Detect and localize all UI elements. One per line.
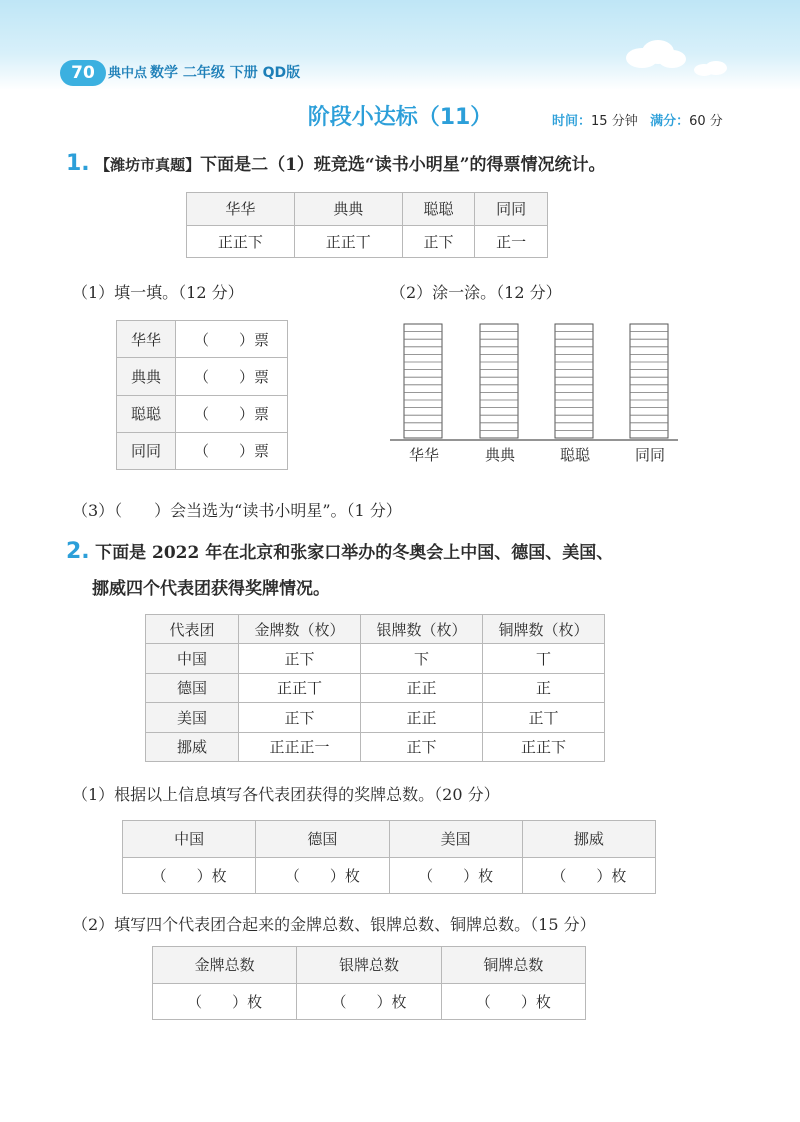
medal-header: 代表团 <box>146 615 239 644</box>
q2-stem-line2: 挪威四个代表团获得奖牌情况。 <box>92 579 330 599</box>
grid-label: 同同 <box>634 446 666 464</box>
time-label: 时间： <box>552 114 592 129</box>
medal-country: 挪威 <box>146 732 239 761</box>
medal-cell: 正 <box>483 673 605 702</box>
page-title: 阶段小达标（11） <box>307 105 493 130</box>
cloud-icon <box>620 36 690 70</box>
q1-part3-label: （3）（ ）会当选为“读书小明星”。（1 分） <box>72 501 402 520</box>
medal-cell: 正正下 <box>483 732 605 761</box>
tally-cell: 正正下 <box>187 225 295 258</box>
medal-country: 美国 <box>146 703 239 732</box>
grid-column <box>480 324 518 438</box>
cloud-icon <box>690 58 730 78</box>
totals-blank[interactable]: （ ）枚 <box>389 857 522 894</box>
q2-text-1: 下面是 2022 年在北京和张家口举办的冬奥会上中国、德国、美国、 <box>95 543 614 563</box>
grid-column <box>404 324 442 438</box>
totals-header: 德国 <box>256 821 389 858</box>
medal-country: 德国 <box>146 673 239 702</box>
medal-header: 铜牌数（枚） <box>483 615 605 644</box>
tally-table <box>186 192 548 258</box>
q2-part1-label: （1）根据以上信息填写各代表团获得的奖牌总数。（20 分） <box>72 785 500 804</box>
totals-blank[interactable]: （ ）枚 <box>522 857 655 894</box>
totals-header: 挪威 <box>522 821 655 858</box>
tally-cell: 正下 <box>402 225 475 258</box>
medal-cell: 丅 <box>483 644 605 673</box>
grid-column <box>630 324 668 438</box>
medal-cell: 正下 <box>361 732 483 761</box>
fill-blank[interactable]: （ ）票 <box>176 358 288 395</box>
sum-header: 铜牌总数 <box>441 947 585 984</box>
fill-blank[interactable]: （ ）票 <box>176 321 288 358</box>
fill-blank[interactable]: （ ）票 <box>176 395 288 432</box>
q2-part2-label: （2）填写四个代表团合起来的金牌总数、银牌总数、铜牌总数。（15 分） <box>72 915 596 934</box>
fill-name: 典典 <box>117 358 176 395</box>
sum-blank[interactable]: （ ）枚 <box>153 983 297 1020</box>
sum-header: 金牌总数 <box>153 947 297 984</box>
sum-blank[interactable]: （ ）枚 <box>297 983 441 1020</box>
q1-number: 1. <box>66 151 90 176</box>
coloring-grid-chart <box>390 318 690 468</box>
fill-name: 聪聪 <box>117 395 176 432</box>
grid-label: 华华 <box>408 446 440 464</box>
totals-blank[interactable]: （ ）枚 <box>256 857 389 894</box>
medal-cell: 下 <box>361 644 483 673</box>
q2-number: 2. <box>66 539 90 564</box>
tally-header: 聪聪 <box>402 193 475 226</box>
totals-blank[interactable]: （ ）枚 <box>123 857 256 894</box>
medal-cell: 正正 <box>361 673 483 702</box>
fill-blank[interactable]: （ ）票 <box>176 432 288 469</box>
totals-table <box>122 820 656 894</box>
q1-text: 下面是二（1）班竞选“读书小明星”的得票情况统计。 <box>200 155 606 175</box>
fill-name: 同同 <box>117 432 176 469</box>
medal-country: 中国 <box>146 644 239 673</box>
fill-name: 华华 <box>117 321 176 358</box>
q1-source: 【潍坊市真题】 <box>95 156 201 174</box>
q1-part1-label: （1）填一填。（12 分） <box>72 283 244 302</box>
medal-cell: 正正 <box>361 703 483 732</box>
medal-cell: 正正正一 <box>239 732 361 761</box>
medal-cell: 正下 <box>239 644 361 673</box>
q2-stem-line1 <box>66 538 613 564</box>
q1-part2-label: （2）涂一涂。（12 分） <box>390 283 562 302</box>
time-score-info <box>552 110 723 129</box>
q1-stem <box>66 150 605 176</box>
tally-header: 华华 <box>187 193 295 226</box>
sum-table <box>152 946 586 1020</box>
tally-header: 同同 <box>475 193 548 226</box>
sum-blank[interactable]: （ ）枚 <box>441 983 585 1020</box>
page-number: 70 <box>60 60 106 86</box>
medal-cell: 正丅 <box>483 703 605 732</box>
medal-cell: 正下 <box>239 703 361 732</box>
tally-header: 典典 <box>294 193 402 226</box>
tally-cell: 正正丅 <box>294 225 402 258</box>
grid-column <box>555 324 593 438</box>
book-subject: 数学 二年级 下册 QD版 <box>150 65 301 81</box>
sum-header: 银牌总数 <box>297 947 441 984</box>
medal-header: 银牌数（枚） <box>361 615 483 644</box>
score-value: 60 分 <box>689 114 723 129</box>
fill-table <box>116 320 288 470</box>
medal-table <box>145 614 605 762</box>
totals-header: 美国 <box>389 821 522 858</box>
medal-cell: 正正丅 <box>239 673 361 702</box>
brand-logo: 典中点 <box>108 66 148 81</box>
grid-label: 聪聪 <box>559 446 591 464</box>
totals-header: 中国 <box>123 821 256 858</box>
score-label: 满分： <box>650 114 690 129</box>
time-value: 15 分钟 <box>591 114 638 129</box>
tally-cell: 正一 <box>475 225 548 258</box>
grid-label: 典典 <box>484 446 516 464</box>
medal-header: 金牌数（枚） <box>239 615 361 644</box>
